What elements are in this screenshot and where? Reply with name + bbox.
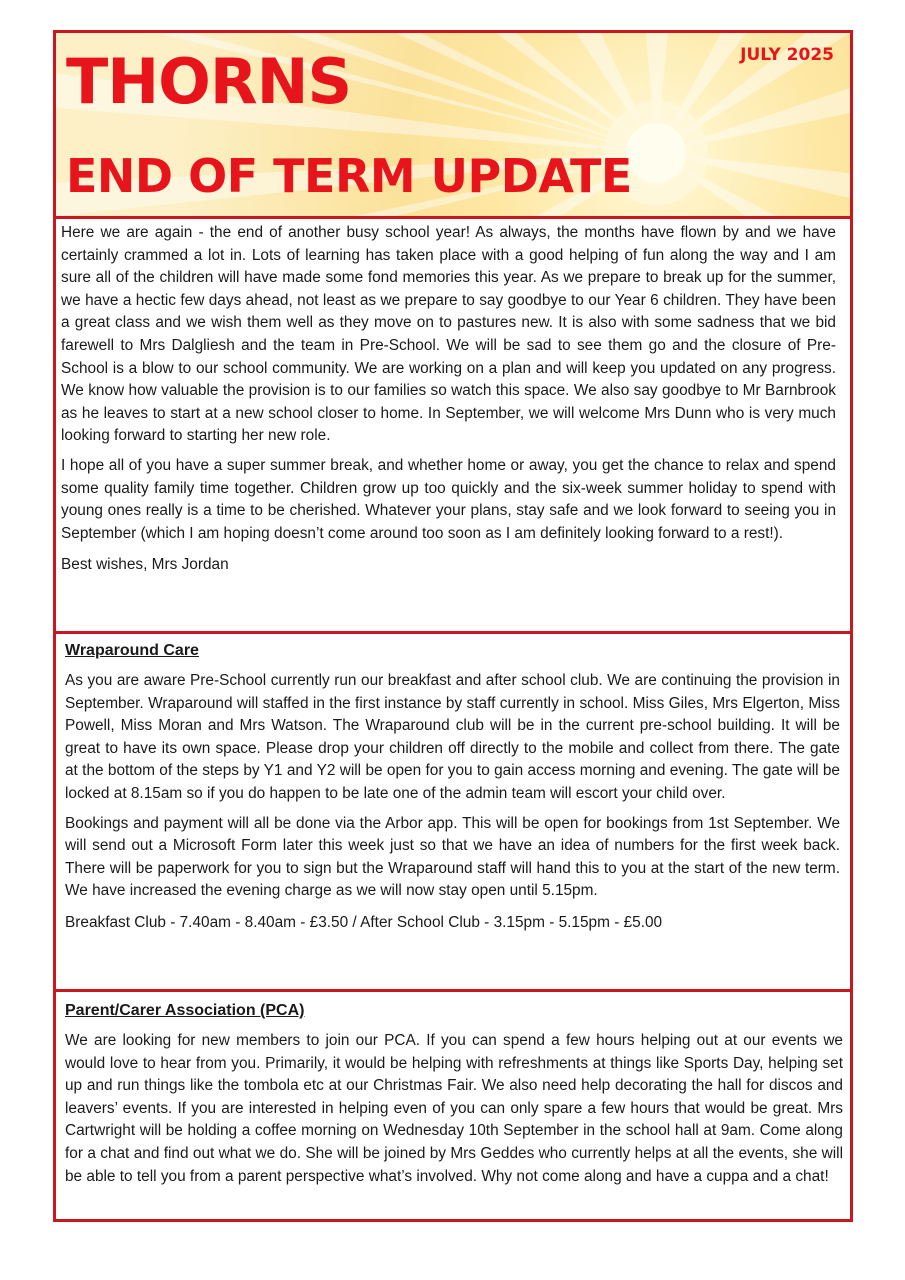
header-divider <box>56 216 850 219</box>
newsletter-header <box>56 33 850 216</box>
newsletter-title: THORNS <box>66 45 352 118</box>
intro-signoff: Best wishes, Mrs Jordan <box>61 556 229 574</box>
newsletter-subtitle: END OF TERM UPDATE <box>66 149 632 203</box>
section-divider <box>56 989 850 992</box>
intro-paragraph-1: Here we are again - the end of another busy school year! As always, the months have flown by and we have certainly crammed a lot in. Lots of learning has taken place with a good helping of fun along the way and I am sure all of the children will have made some fond memories this year. As we prepare to break up for the summer, we have a hectic few days ahead, not least as we prepare to say goodbye to our Year 6 children. They have been a great class and we wish them well as they move on to pastures new. It is also with some sadness that we bid farewell to Mrs Dalgliesh and the team in Pre-School. We will be sad to see them go and the closure of Pre-School is a blow to our school community. We are working on a plan and will keep you updated on any progress. We know how valuable the provision is to our families so watch this space. We also say goodbye to Mr Barnbrook as he leaves to start at a new school closer to home. In September, we will welcome Mrs Dunn who is very much looking forward to starting her new role. <box>61 224 836 445</box>
section-divider <box>56 631 850 634</box>
wraparound-prices: Breakfast Club - 7.40am - 8.40am - £3.50 / After School Club - 3.15pm - 5.15pm - £5.00 <box>65 913 663 931</box>
wraparound-heading: Wraparound Care <box>65 642 199 659</box>
pca-heading: Parent/Carer Association (PCA) <box>65 1002 305 1019</box>
wraparound-paragraph-1: As you are aware Pre-School currently run our breakfast and after school club. We are continuing the provision in September. Wraparound will staffed in the first instance by staff currently in school. Miss Giles, Mrs Elgerton, Miss Powell, Miss Moran and Mrs Watson. The Wraparound club will be in the current pre-school building. It will be great to have its own space. Please drop your children off directly to the mobile and collect from there. The gate at the bottom of the steps by Y1 and Y2 will be open for you to gain access morning and evening. The gate will be locked at 8.15am so if you do happen to be late one of the admin team will escort your child over. <box>65 672 840 802</box>
wraparound-paragraph-2: Bookings and payment will all be done via the Arbor app. This will be open for bookings from 1st September. We will send out a Microsoft Form later this week just so that we have an idea of numbers for the first week back. There will be paperwork for you to sign but the Wraparound staff will hand this to you at the start of the new term. We have increased the evening charge as we will now stay open until 5.15pm. <box>65 814 840 900</box>
wraparound-section <box>56 636 850 988</box>
pca-section <box>56 996 850 1216</box>
pca-paragraph-1: We are looking for new members to join our PCA. If you can spend a few hours helping out at our events we would love to hear from you. Primarily, it would be helping with refreshments at things like Sports Day, helping set up and run things like the tombola etc at our Christmas Fair. We also need help decorating the hall for discos and leavers’ events. If you are interested in helping even of you can only spare a few hours that would be great. Mrs Cartwright will be holding a coffee morning on Wednesday 10th September in the school hall at 9am. Come along for a chat and find out what we do. She will be joined by Mrs Geddes who currently helps at all the events, she will be able to tell you from a parent perspective what’s involved. Why not come along and have a cuppa and a chat! <box>65 1032 843 1185</box>
issue-date: JULY 2025 <box>740 45 834 65</box>
intro-section <box>56 220 850 630</box>
intro-paragraph-2: I hope all of you have a super summer break, and whether home or away, you get the chance to relax and spend some quality family time together. Children grow up too quickly and the six-week summer holiday to spend with young ones really is a time to be cherished. Whatever your plans, stay safe and we look forward to seeing you in September (which I am hoping doesn’t come around too soon as I am definitely looking forward to a rest!). <box>61 456 836 542</box>
newsletter-page <box>53 30 853 1222</box>
